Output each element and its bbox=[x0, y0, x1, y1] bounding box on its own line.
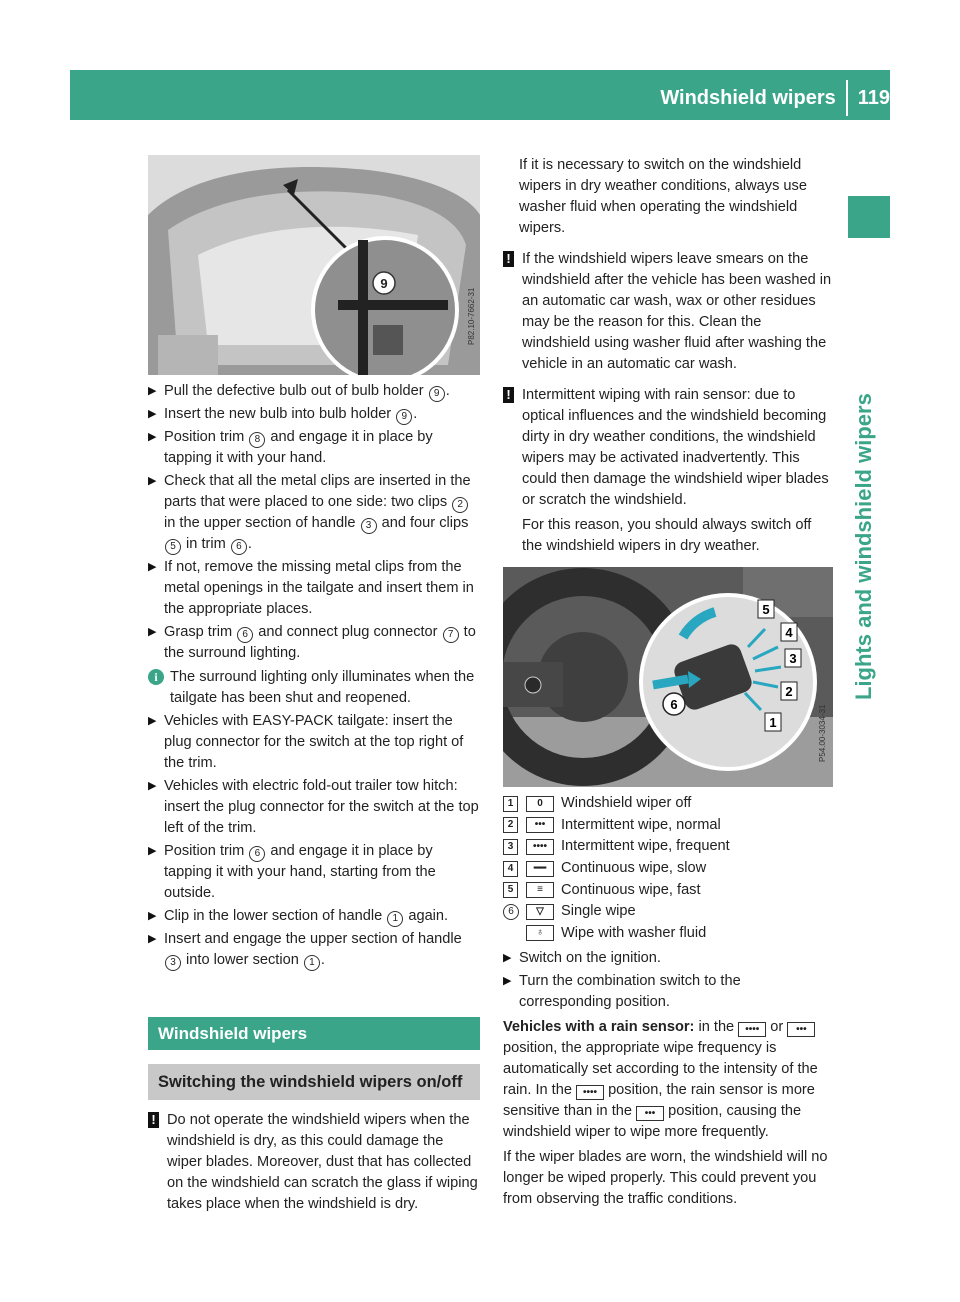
step-easy-pack: ▶ Vehicles with EASY-PACK tailgate: insert the plug connector for the switch at the top right of the trim. bbox=[148, 711, 480, 774]
step-position-trim: ▶ Position trim 8 and engage it in place by tapping it with your hand. bbox=[148, 427, 480, 469]
image-ref: P54.00-3034-31 bbox=[818, 704, 827, 762]
intermittent-normal-icon: ••• bbox=[787, 1022, 815, 1037]
right-column bbox=[503, 155, 833, 1210]
tailgate-image bbox=[148, 155, 480, 375]
step-arrow-icon: ▶ bbox=[148, 431, 157, 443]
legend-row: 5 ≡ Continuous wipe, fast bbox=[503, 879, 833, 901]
intermittent-frequent-icon: •••• bbox=[526, 839, 554, 855]
legend-row: 1 0 Windshield wiper off bbox=[503, 793, 833, 815]
header-title bbox=[660, 80, 890, 116]
header-separator bbox=[846, 80, 848, 116]
step-arrow-icon: ▶ bbox=[503, 975, 512, 988]
step-arrow-icon: ▶ bbox=[148, 626, 157, 638]
washer-fluid-icon: ♁ bbox=[526, 925, 554, 941]
callout-6: 6 bbox=[670, 697, 678, 712]
step-arrow-icon: ▶ bbox=[148, 715, 157, 727]
legend-row: ♁ Wipe with washer fluid bbox=[503, 923, 833, 945]
step-arrow-icon: ▶ bbox=[148, 561, 157, 573]
step-engage-handle: ▶ Insert and engage the upper section of handle 3 into lower section 1 . bbox=[148, 929, 480, 971]
worn-blades-paragraph: If the wiper blades are worn, the windshield will no longer be wiped properly. This could prevent you from observing the traffic conditions. bbox=[503, 1149, 828, 1208]
warning-smears: ! If the windshield wipers leave smears on the windshield after the vehicle has been washed in an automatic car wash, wax or other residues may be the reason for this. Clean the windshield using washer fluid after washing the vehicle in an automatic car wash. bbox=[503, 249, 833, 375]
warning-icon: ! bbox=[148, 1112, 159, 1128]
info-icon: i bbox=[148, 669, 164, 685]
step-arrow-icon: ▶ bbox=[148, 475, 157, 487]
info-note: i The surround lighting only illuminates when the tailgate has been shut and reopened. bbox=[148, 667, 480, 709]
step-clip-handle: ▶ Clip in the lower section of handle 1 again. bbox=[148, 906, 480, 927]
intermittent-normal-icon: ••• bbox=[526, 817, 554, 833]
warning-icon: ! bbox=[503, 387, 514, 403]
single-wipe-icon: ▽ bbox=[526, 904, 554, 920]
wiper-legend bbox=[503, 793, 833, 944]
step-position-trim-2: ▶ Position trim 6 and engage it in place by tapping it with your hand, starting from the outside. bbox=[148, 841, 480, 904]
warning-dry-windshield: ! Do not operate the windshield wipers when the windshield is dry, as this could damage the wiper blades. Moreover, dust that has collected on the windshield can scratch the glass if wiping takes place when the windshield is dry. bbox=[148, 1110, 480, 1215]
step-ignition: ▶ Switch on the ignition. bbox=[503, 948, 833, 969]
intermittent-frequent-icon: •••• bbox=[576, 1085, 604, 1100]
step-arrow-icon: ▶ bbox=[148, 910, 157, 922]
step-check-clips: ▶ Check that all the metal clips are inserted in the parts that were placed to one side: two clips 2 in the upper section of handle 3 and four clips 5 in trim 6 . bbox=[148, 471, 480, 555]
callout-4: 4 bbox=[785, 625, 793, 640]
callout-2: 2 bbox=[785, 684, 793, 699]
side-tab-label: Lights and windshield wipers bbox=[851, 393, 876, 700]
step-insert-bulb: ▶ Insert the new bulb into bulb holder 9 . bbox=[148, 404, 480, 425]
chapter-title: Windshield wipers bbox=[660, 86, 836, 109]
warning-rain-sensor: ! Intermittent wiping with rain sensor: due to optical influences and the windshield becoming dirty in dry weather conditions, the windshield wipers may be activated inadvertently. This could then damage the windshield wiper blades or scratch the windshield. For this reason, you should always switch off the windshield wipers in dry weather. bbox=[503, 385, 833, 557]
section-heading: Windshield wipers bbox=[148, 1017, 480, 1050]
callout-ref: 8 bbox=[249, 432, 265, 448]
tailgate-illustration bbox=[148, 155, 480, 375]
step-arrow-icon: ▶ bbox=[503, 952, 512, 965]
page-number: 119 bbox=[857, 86, 890, 109]
wiper-off-icon: 0 bbox=[526, 796, 554, 812]
warning-icon: ! bbox=[503, 251, 514, 267]
step-trailer-hitch: ▶ Vehicles with electric fold-out trailer tow hitch: insert the plug connector for the switch at the top left of the trim. bbox=[148, 776, 480, 839]
continuous-fast-icon: ≡ bbox=[526, 882, 554, 898]
legend-row: 3 •••• Intermittent wipe, frequent bbox=[503, 836, 833, 858]
side-tab-marker bbox=[848, 196, 890, 238]
image-ref: P82.10-7662-31 bbox=[467, 287, 476, 345]
callout-ref: 9 bbox=[396, 409, 412, 425]
step-arrow-icon: ▶ bbox=[148, 845, 157, 857]
step-remove-clips: ▶ If not, remove the missing metal clips from the metal openings in the tailgate and insert them in the appropriate places. bbox=[148, 557, 480, 620]
step-arrow-icon: ▶ bbox=[148, 780, 157, 792]
subsection-heading: Switching the windshield wipers on/off bbox=[148, 1064, 480, 1100]
step-arrow-icon: ▶ bbox=[148, 933, 157, 945]
callout-1: 1 bbox=[769, 715, 777, 730]
switch-image bbox=[503, 567, 833, 787]
callout-9: 9 bbox=[380, 276, 388, 291]
legend-row: 4 ━━ Continuous wipe, slow bbox=[503, 858, 833, 880]
legend-row: 2 ••• Intermittent wipe, normal bbox=[503, 815, 833, 837]
left-column bbox=[148, 155, 480, 1215]
step-arrow-icon: ▶ bbox=[148, 385, 157, 397]
step-grasp-trim: ▶ Grasp trim 6 and connect plug connector 7 to the surround lighting. bbox=[148, 622, 480, 664]
intermittent-frequent-icon: •••• bbox=[738, 1022, 766, 1037]
step-pull-bulb: ▶ Pull the defective bulb out of bulb holder 9 . bbox=[148, 381, 480, 402]
combination-switch-illustration bbox=[503, 567, 833, 787]
rain-sensor-paragraph: Vehicles with a rain sensor: in the •••• or ••• position, the appropriate wipe frequency is automatically set according to the intensity of the rain. In the •••• position, the rain sensor is more sensitive than in the ••• position, causing the windshield wiper to wipe more frequently. bbox=[503, 1019, 818, 1141]
legend-row: 6 ▽ Single wipe bbox=[503, 901, 833, 923]
callout-5: 5 bbox=[762, 602, 770, 617]
intermittent-normal-icon: ••• bbox=[636, 1106, 664, 1121]
callout-3: 3 bbox=[789, 651, 797, 666]
step-turn-switch: ▶ Turn the combination switch to the corresponding position. bbox=[503, 971, 833, 1013]
callout-ref: 9 bbox=[429, 386, 445, 402]
intro-paragraph: If it is necessary to switch on the windshield wipers in dry weather conditions, always use washer fluid when operating the windshield wipers. bbox=[519, 157, 807, 236]
continuous-slow-icon: ━━ bbox=[526, 861, 554, 877]
step-arrow-icon: ▶ bbox=[148, 408, 157, 420]
